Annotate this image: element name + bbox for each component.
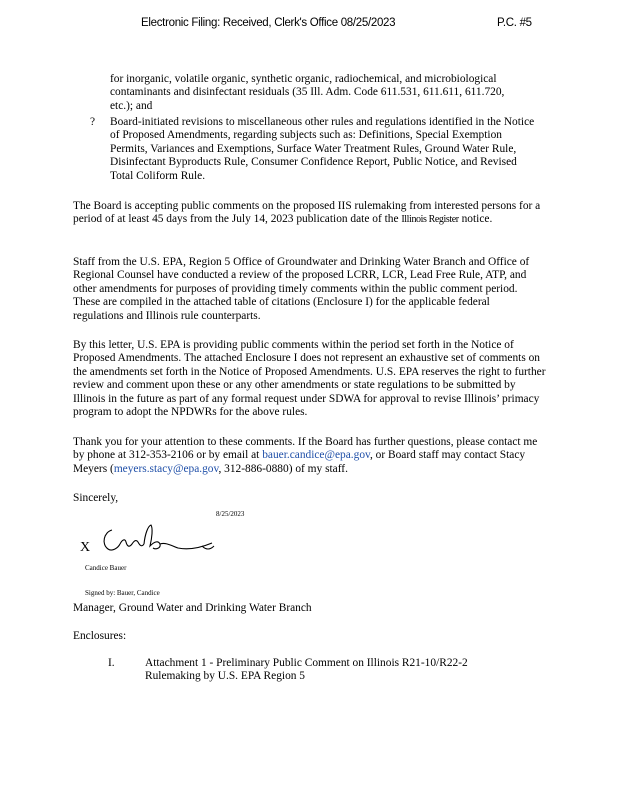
enclosure-title: Attachment 1 - Preliminary Public Comment on Illinois R21-10/R22-2 Rulemaking by U.S. EPA Region 5	[145, 657, 468, 683]
filing-header: Electronic Filing: Received, Clerk's Office 08/25/2023	[141, 17, 396, 29]
signature-x-mark: X	[80, 540, 91, 555]
paragraph-public-comments	[73, 200, 548, 227]
signer-name: Candice Bauer	[85, 564, 127, 572]
bullet-item-text: Board-initiated revisions to miscellaneous other rules and regulations identified in the Notice of Proposed Amendments, regarding subjects such as: Definitions, Special Exemption Permits, Variances and Exemptions, Surface Water Treatment Rules, Ground Water Rule, Disinfectant Byproducts Rule, Consumer Confidence Report, Public Notice, and Revised Total Coliform Rule.	[110, 116, 535, 182]
enclosures-label: Enclosures:	[73, 630, 127, 642]
paragraph-text: Thank you for your attention to these comments. If the Board has further questions, please contact me by phone at 312-353-2106 or by email at	[73, 436, 538, 462]
paragraph-text: notice.	[461, 213, 493, 226]
signer-title: Manager, Ground Water and Drinking Water Branch	[73, 602, 312, 614]
paragraph-text: , 312-886-0880) of my staff.	[218, 462, 348, 475]
paragraph-staff-review: Staff from the U.S. EPA, Region 5 Office of Groundwater and Drinking Water Branch and Office of Regional Counsel have conducted a review of the proposed LCRR, LCR, Lead Free Rule, ATP, and other amendments for purposes of providing timely comments within the public comment period. These are compiled in the attached table of citations (Enclosure I) for the applicable federal regulations and Illinois rule counterparts.	[73, 256, 530, 322]
email-link-meyers[interactable]: meyers.stacy@epa.gov	[113, 462, 219, 475]
email-link-bauer[interactable]: bauer.candice@epa.gov	[262, 449, 370, 462]
signed-by-label: Signed by: Bauer, Candice	[85, 589, 160, 597]
pc-number: P.C. #5	[497, 17, 532, 29]
paragraph-text: The Board is accepting public comments on the proposed IIS rulemaking from interested persons for a period of at least 45 days from the July 14, 2023 publication date of the	[73, 200, 541, 226]
bullet-marker: ?	[90, 116, 96, 128]
paragraph-contact	[73, 436, 548, 476]
signature-date: 8/25/2023	[216, 510, 245, 518]
handwritten-signature	[98, 522, 218, 558]
paragraph-public-comments-letter: By this letter, U.S. EPA is providing public comments within the period set forth in the Notice of Proposed Amendments. The attached Enclosure I does not represent an exhaustive set of comments on the amendments set forth in the Notice of Proposed Amendments. U.S. EPA reserves the right to further review and comment upon these or any other amendments or state regulations to be submitted by Illinois in the future as part of any formal request under SDWA for approval to revise Illinois’ primacy program to adopt the NPDWRs for the above rules.	[73, 339, 546, 419]
paragraph-text: , or Board staff may contact Stacy Meyers (	[73, 449, 526, 475]
enclosure-number: I.	[108, 657, 115, 669]
closing-salutation: Sincerely,	[73, 492, 119, 504]
list-continuation: for inorganic, volatile organic, synthetic organic, radiochemical, and microbiological contaminants and disinfectant residuals (35 Ill. Adm. Code 611.531, 611.611, 611.720, etc.); and	[110, 73, 505, 112]
illinois-register-title: Illinois Register	[401, 214, 459, 226]
